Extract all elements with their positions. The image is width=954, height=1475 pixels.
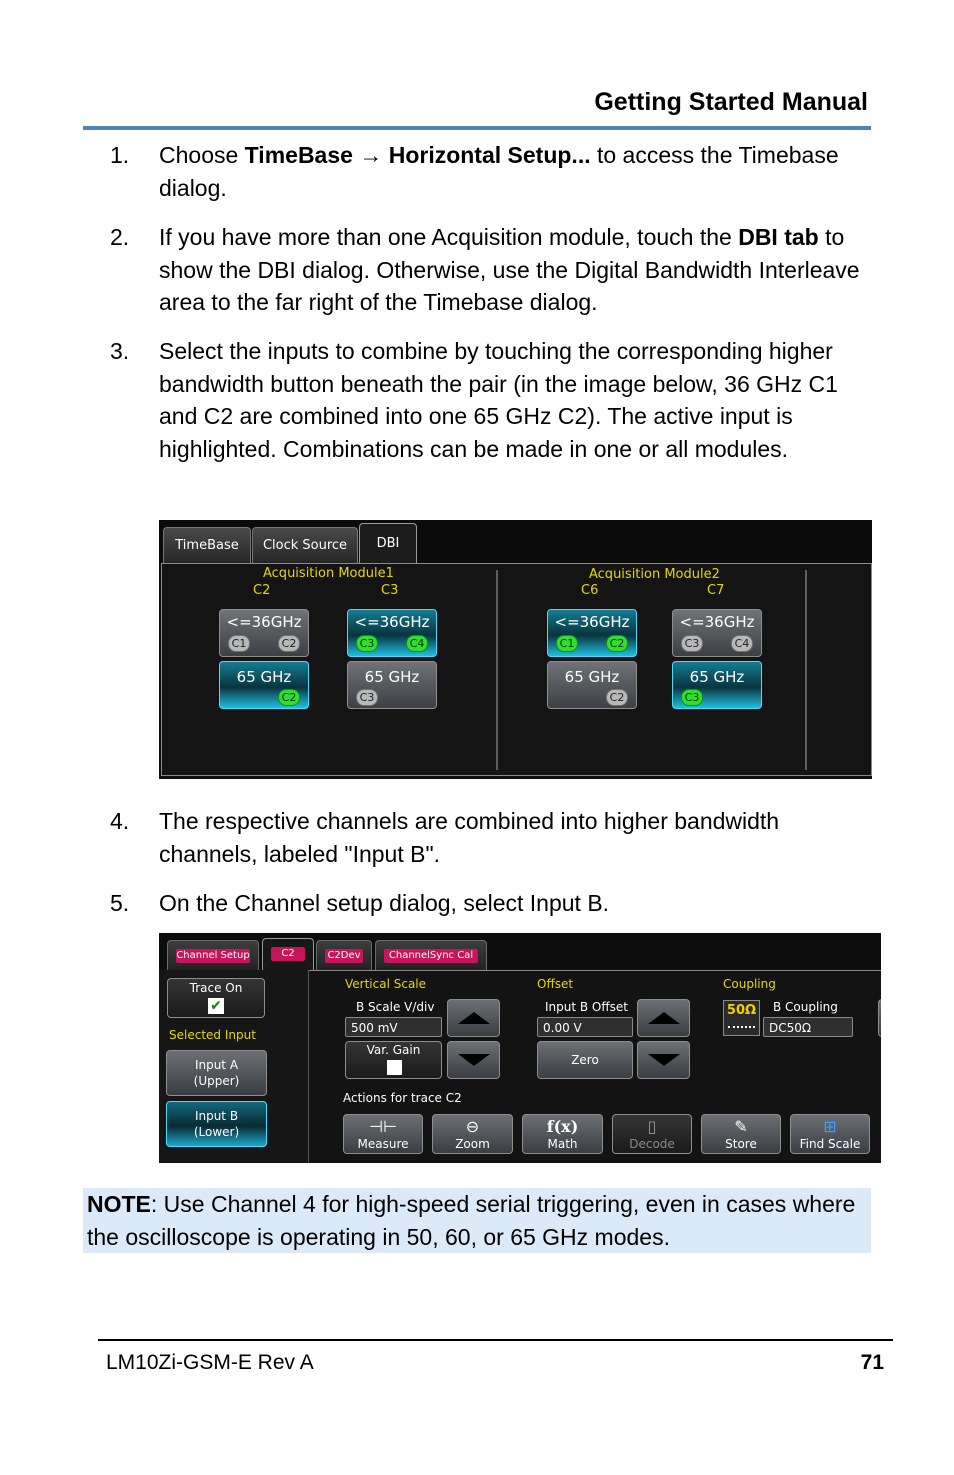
c3-c4-36ghz-button[interactable] — [347, 609, 437, 657]
c1-c2-36ghz-button[interactable] — [219, 609, 309, 657]
step-4 — [110, 805, 870, 870]
button-label: (Lower) — [193, 1125, 240, 1139]
tab-channelsync-cal[interactable] — [375, 940, 487, 970]
tab-c2[interactable] — [262, 938, 314, 971]
arrow-down-icon — [458, 1054, 490, 1066]
column-label-c7: C7 — [707, 583, 725, 598]
store-icon: ✎ — [734, 1117, 748, 1136]
trace-on-toggle[interactable] — [167, 978, 265, 1018]
step-2 — [110, 221, 870, 319]
chip-c3: C3 — [356, 635, 378, 652]
math-icon: f(x) — [546, 1117, 579, 1136]
button-label: Decode — [629, 1137, 675, 1151]
chip-c3: C3 — [681, 689, 703, 706]
offset-field[interactable]: 0.00 V — [537, 1017, 633, 1037]
footer-doc-id: LM10Zi-GSM-E Rev A — [106, 1351, 314, 1374]
tab-clock-source[interactable]: Clock Source — [252, 527, 358, 563]
chip-c1: C1 — [228, 635, 250, 652]
module2-c3-c4-36ghz-button[interactable] — [672, 609, 762, 657]
coupling-badge[interactable] — [723, 1000, 760, 1036]
dbi-tab-bar — [159, 520, 872, 563]
step-text: Select the inputs to combine by touching the corresponding higher bandwidth button beneath the pair (in the image below, 36 GHz C1 and C2 are combined into one 65 GHz C2). The active input is highlighted. Combinations can be made in one or all modules. — [159, 338, 838, 462]
chip-c3: C3 — [356, 689, 378, 706]
zero-button[interactable]: Zero — [537, 1041, 633, 1079]
zoom-button[interactable] — [432, 1114, 513, 1154]
b-coupling-label: B Coupling — [773, 1000, 838, 1014]
button-label: 65 GHz — [689, 668, 745, 686]
store-button[interactable] — [701, 1114, 781, 1154]
arrow-up-icon — [458, 1012, 490, 1024]
note-text: : Use Channel 4 for high-speed serial triggering, even in cases where the oscilloscope is operating in 50, 60, or 65 GHz modes. — [87, 1191, 856, 1250]
c2-65ghz-button[interactable] — [219, 661, 309, 709]
button-label: <=36GHz — [226, 613, 302, 631]
input-b-button[interactable] — [166, 1101, 267, 1147]
arrow-down-icon — [648, 1054, 680, 1066]
step-text: to show the DBI dialog. Otherwise, use the Digital Bandwidth Interleave area to the far right of the Timebase dialog. — [159, 224, 860, 315]
scale-up-button[interactable] — [447, 999, 500, 1037]
tab-c2dev[interactable] — [316, 940, 372, 970]
tab-label: Channel Setup — [176, 950, 250, 961]
step-text: The respective channels are combined into higher bandwidth channels, labeled "Input B". — [159, 808, 780, 867]
dbi-dialog-screenshot — [159, 520, 872, 779]
b-scale-label: B Scale V/div — [356, 1000, 435, 1014]
trace-on-label: Trace On — [189, 981, 243, 995]
find-scale-icon: ⊞ — [823, 1117, 837, 1136]
button-label: <=36GHz — [354, 613, 430, 631]
coupling-badge-label: 50Ω — [726, 1003, 757, 1018]
tab-label: ChannelSync Cal — [384, 949, 478, 963]
partial-button[interactable] — [878, 999, 881, 1037]
tab-label: C2Dev — [325, 949, 363, 963]
channel-setup-screenshot — [159, 933, 881, 1163]
step-number: 5. — [110, 890, 130, 916]
actions-label: Actions for trace C2 — [343, 1091, 462, 1105]
step-number: 1. — [110, 142, 130, 168]
checkbox-checked-icon: ✔ — [208, 998, 224, 1014]
button-label: Input B — [194, 1109, 239, 1123]
b-scale-field[interactable]: 500 mV — [345, 1017, 442, 1037]
step-number: 3. — [110, 338, 130, 364]
chip-c4: C4 — [406, 635, 428, 652]
button-label: Math — [547, 1137, 578, 1151]
step-text: Choose — [159, 142, 245, 168]
chip-c3: C3 — [681, 635, 703, 652]
chip-c2: C2 — [606, 689, 628, 706]
step-number: 4. — [110, 808, 130, 834]
page-number: 71 — [860, 1351, 884, 1374]
zoom-icon: ⊖ — [465, 1117, 480, 1136]
decode-icon: ▯ — [647, 1117, 657, 1136]
header-rule — [83, 126, 871, 130]
step-3 — [110, 335, 870, 465]
module2-c1-c2-36ghz-button[interactable] — [547, 609, 637, 657]
note-label: NOTE — [87, 1191, 151, 1217]
offset-label: Input B Offset — [545, 1000, 628, 1014]
tab-label: C2 — [271, 947, 305, 961]
running-header: Getting Started Manual — [594, 88, 868, 116]
tab-channel-setup[interactable] — [167, 940, 259, 970]
step-text: to access the Timebase dialog. — [159, 142, 839, 201]
c3-65ghz-button[interactable] — [347, 661, 437, 709]
module2-label: Acquisition Module2 — [589, 567, 720, 582]
button-label: <=36GHz — [554, 613, 630, 631]
b-coupling-field[interactable]: DC50Ω — [763, 1017, 853, 1037]
selected-input-label: Selected Input — [169, 1028, 256, 1042]
math-button[interactable] — [522, 1114, 603, 1154]
step-5 — [110, 887, 870, 920]
decode-button[interactable] — [612, 1114, 692, 1154]
input-a-button[interactable] — [166, 1050, 267, 1096]
coupling-heading: Coupling — [723, 977, 776, 991]
module-divider — [805, 570, 807, 770]
module2-c3-65ghz-button[interactable] — [672, 661, 762, 709]
step-text: On the Channel setup dialog, select Input B. — [159, 890, 610, 916]
arrow-up-icon — [648, 1012, 680, 1024]
footer-rule — [98, 1339, 893, 1341]
tab-dbi[interactable]: DBI — [359, 523, 417, 564]
button-label: Measure — [357, 1137, 409, 1151]
button-label: Zoom — [455, 1137, 490, 1151]
offset-up-button[interactable] — [637, 999, 690, 1037]
step-bold: DBI tab — [738, 224, 819, 250]
button-label: (Upper) — [193, 1074, 240, 1088]
var-gain-toggle[interactable] — [345, 1041, 442, 1079]
chip-c4: C4 — [731, 635, 753, 652]
column-label-c6: C6 — [581, 583, 599, 598]
chip-c2: C2 — [606, 635, 628, 652]
module1-label: Acquisition Module1 — [263, 566, 394, 581]
module2-c2-65ghz-button[interactable] — [547, 661, 637, 709]
button-label: Input A — [194, 1058, 239, 1072]
button-label: <=36GHz — [679, 613, 755, 631]
column-label-c2: C2 — [253, 583, 271, 598]
note-box — [83, 1188, 871, 1253]
measure-icon: ⊣⊢ — [369, 1117, 397, 1136]
var-gain-label: Var. Gain — [366, 1043, 421, 1057]
button-label: 65 GHz — [564, 668, 620, 686]
button-label: Find Scale — [799, 1137, 861, 1151]
coupling-dots-icon — [728, 1026, 755, 1028]
step-1 — [110, 139, 870, 204]
measure-button[interactable] — [343, 1114, 423, 1154]
module-divider — [496, 570, 498, 770]
tab-timebase[interactable]: TimeBase — [163, 527, 251, 563]
button-label: 65 GHz — [364, 668, 420, 686]
scale-down-button[interactable] — [447, 1041, 500, 1079]
offset-down-button[interactable] — [637, 1041, 690, 1079]
step-bold: TimeBase → Horizontal Setup... — [244, 142, 591, 168]
chip-c2: C2 — [278, 689, 300, 706]
vertical-scale-heading: Vertical Scale — [345, 977, 427, 991]
column-label-c3: C3 — [381, 583, 399, 598]
step-number: 2. — [110, 224, 130, 250]
checkbox-unchecked-icon — [387, 1060, 402, 1075]
button-label: 65 GHz — [236, 668, 292, 686]
chip-c1: C1 — [556, 635, 578, 652]
step-text: If you have more than one Acquisition module, touch the — [159, 224, 739, 250]
find-scale-button[interactable] — [790, 1114, 870, 1154]
chip-c2: C2 — [278, 635, 300, 652]
button-label: Store — [725, 1137, 757, 1151]
offset-heading: Offset — [537, 977, 574, 991]
